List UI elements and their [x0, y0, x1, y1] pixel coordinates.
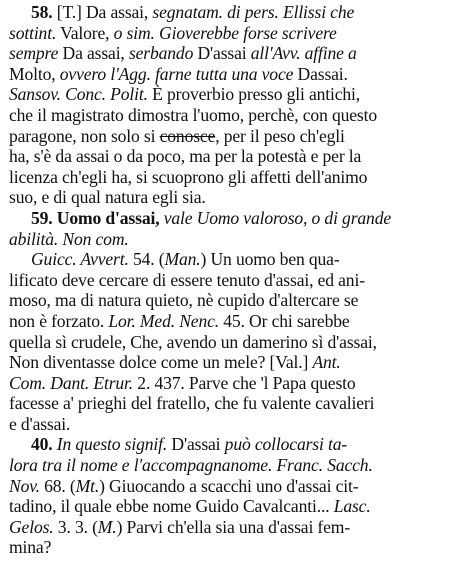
text-line	[9, 434, 462, 455]
entry-number: 58.	[31, 2, 57, 22]
text-line	[9, 537, 462, 558]
entry-number: 59.	[31, 207, 57, 228]
text-run: vale Uomo valoroso, o di grande	[159, 207, 392, 228]
text-run: conosce	[159, 125, 216, 146]
text-run: , per il peso ch'egli	[215, 125, 345, 146]
text-line	[9, 517, 462, 538]
text-line	[9, 167, 462, 188]
text-run: D'assai	[193, 43, 251, 64]
text-run: ) Un uomo ben qua-	[200, 249, 340, 270]
text-run: ) Giuocando a scacchi uno d'assai cit-	[99, 475, 359, 496]
text-line	[9, 332, 462, 353]
text-line	[9, 208, 462, 229]
text-run: ) Parvi ch'ella sia una d'assai fem-	[116, 516, 351, 537]
entry-58	[9, 2, 462, 208]
text-run: può collocarsi ta-	[224, 434, 348, 455]
text-run: Molto,	[9, 63, 60, 84]
text-run: non è forzato.	[9, 310, 109, 331]
text-run: quella sì crudele, Che, avendo un damerino sì d'assai,	[9, 331, 377, 352]
entry-59	[9, 208, 462, 435]
text-run: In questo signif.	[56, 434, 168, 455]
text-run: abilità. Non com.	[9, 228, 129, 249]
text-run: 45. Or chi sarebbe	[219, 310, 350, 331]
text-line	[9, 249, 462, 270]
text-line	[9, 84, 462, 105]
text-run: M.	[97, 516, 117, 537]
text-run: tadino, il quale ebbe nome Guido Cavalcanti...	[9, 496, 334, 517]
text-line	[9, 146, 462, 167]
text-run: suo, e di qual natura egli sia.	[9, 187, 206, 208]
text-run: È proverbio presso gli antichi,	[147, 84, 361, 105]
text-run: Mt.	[75, 475, 100, 496]
text-run: che il magistrato dimostra l'uomo, perchè, con questo	[9, 104, 378, 125]
text-run: paragone, non solo si	[9, 125, 160, 146]
text-run: o sim. Gioverebbe forse scrivere	[113, 22, 337, 43]
text-run: all'Avv. affine a	[250, 43, 357, 64]
text-run: Lor. Med. Nenc.	[108, 310, 220, 331]
text-line	[9, 105, 462, 126]
text-run: licenza ch'egli ha, si scuoprono gli affetti dell'animo	[9, 166, 368, 187]
text-run: 68. (	[39, 475, 76, 496]
text-run: Ant.	[312, 352, 341, 373]
headword: Uomo d'assai,	[56, 207, 160, 228]
text-run: Sansov. Conc. Polit.	[9, 84, 148, 105]
text-run: sempre	[9, 43, 59, 64]
text-line	[9, 311, 462, 332]
text-run: serbando	[128, 43, 194, 64]
text-line	[9, 496, 462, 517]
text-line	[9, 64, 462, 85]
text-line	[9, 290, 462, 311]
text-line	[9, 476, 462, 497]
text-line	[9, 352, 462, 373]
text-run: lificato deve cercare di essere tenuto d'assai, ed ani-	[9, 269, 365, 290]
text-line	[9, 23, 462, 44]
text-run: Man.	[164, 249, 201, 270]
text-line	[9, 126, 462, 147]
text-line	[9, 43, 462, 64]
text-run: Dassai.	[293, 63, 348, 84]
text-run: Valore,	[56, 22, 114, 43]
text-line	[9, 414, 462, 435]
text-run: 54. (	[128, 249, 165, 270]
text-run: ovvero l'Agg. farne tutta una voce	[59, 63, 294, 84]
text-run: Da assai,	[58, 43, 129, 64]
text-line	[9, 2, 462, 23]
text-run: moso, ma di natura quieto, nè cupido d'altercare se	[9, 290, 359, 311]
text-run: ha, s'è da assai o da poco, ma per la potestà e per la	[9, 146, 362, 167]
text-line	[9, 393, 462, 414]
text-run: lora tra il nome e l'accompagnanome. Franc. Sacch.	[9, 455, 373, 476]
text-run: Nov.	[9, 475, 40, 496]
text-line	[9, 270, 462, 291]
text-line	[9, 455, 462, 476]
text-run: mina?	[9, 537, 52, 558]
text-run: 3. 3. (	[53, 516, 98, 537]
text-run: 2. 437. Parve che 'l Papa questo	[133, 372, 356, 393]
entry-number: 40.	[31, 434, 57, 455]
text-line	[9, 229, 462, 250]
text-run: Com. Dant. Etrur.	[9, 372, 134, 393]
text-run: D'assai	[167, 434, 225, 455]
text-run: Gelos.	[9, 516, 54, 537]
text-run: Guicc. Avvert.	[31, 249, 129, 270]
text-run: [T.] Da assai,	[56, 2, 153, 22]
text-run: Lasc.	[333, 496, 371, 517]
text-run: Non diventasse dolce come un mele? [Val.]	[9, 352, 313, 373]
text-line	[9, 187, 462, 208]
text-run: sottint.	[9, 22, 57, 43]
text-run: segnatam. di pers. Ellissi che	[152, 2, 355, 22]
text-run: facesse a' prieghi del fratello, che fu valente cavalieri	[9, 393, 375, 414]
text-line	[9, 373, 462, 394]
entry-40	[9, 434, 462, 558]
text-run: e d'assai.	[9, 413, 71, 434]
